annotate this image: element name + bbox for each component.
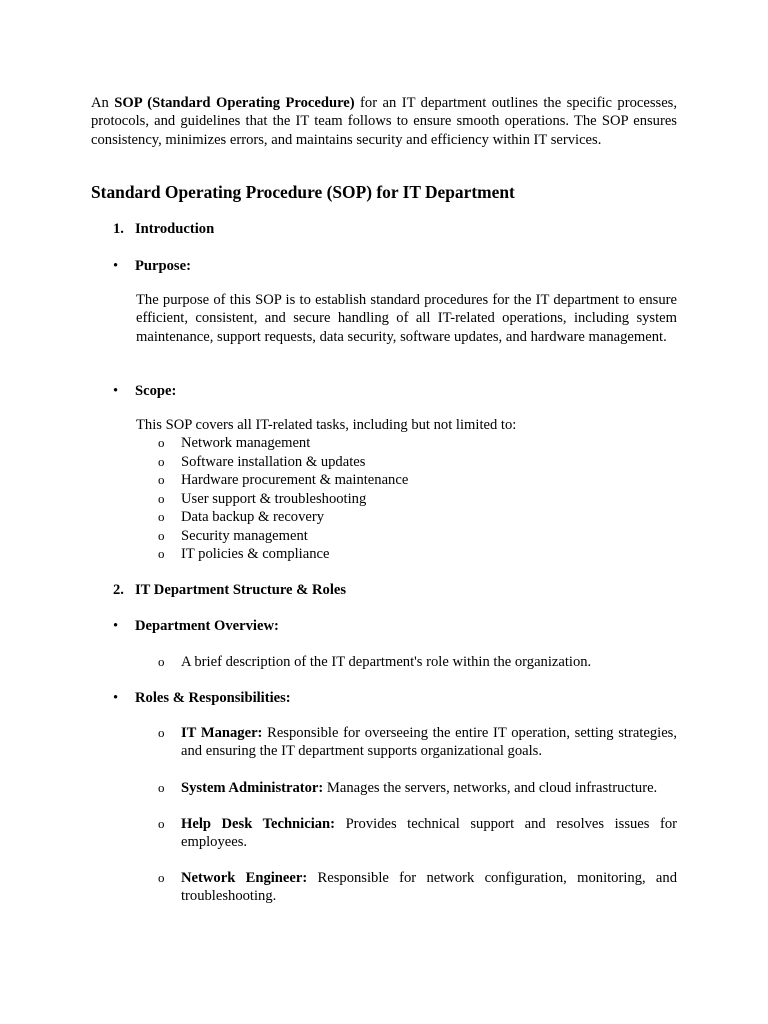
purpose-label: Purpose: xyxy=(135,258,191,274)
role-item-help-desk-technician xyxy=(158,815,677,852)
bullet-dot: • xyxy=(113,383,119,399)
intro-bold-term: SOP (Standard Operating Procedure) xyxy=(114,95,355,111)
sub-bullet: o xyxy=(158,509,165,524)
bullet-dot: • xyxy=(113,258,119,274)
scope-item-text: Software installation & updates xyxy=(181,453,366,470)
role-title: System Administrator: xyxy=(181,780,324,796)
sub-bullet: o xyxy=(158,435,165,450)
role-item-it-manager xyxy=(158,724,677,761)
scope-list-item xyxy=(158,490,677,508)
overview-list-item xyxy=(158,653,677,671)
overview-item-text: A brief description of the IT department's role within the organization. xyxy=(181,654,592,670)
sub-bullet: o xyxy=(158,816,165,831)
scope-item-text: Hardware procurement & maintenance xyxy=(181,472,409,488)
role-title: IT Manager: xyxy=(181,725,263,741)
section-number: 2. xyxy=(113,582,124,598)
bullet-scope xyxy=(113,382,176,400)
role-item-network-engineer xyxy=(158,869,677,906)
section-heading-2 xyxy=(113,581,346,599)
bullet-department-overview xyxy=(113,617,279,635)
scope-list-item xyxy=(158,453,677,471)
section-label: Introduction xyxy=(135,221,215,237)
sub-bullet: o xyxy=(158,527,165,543)
role-description: Responsible for network configuration, monitoring, and troubleshooting. xyxy=(181,870,677,905)
section-heading-1 xyxy=(113,220,214,238)
document-title: Standard Operating Procedure (SOP) for IT Department xyxy=(91,182,515,202)
overview-label: Department Overview: xyxy=(135,618,279,634)
scope-item-text: Data backup & recovery xyxy=(181,509,325,525)
bullet-dot: • xyxy=(113,690,119,706)
role-description: Responsible for overseeing the entire IT operation, setting strategies, and ensuring the IT department supports organizational goals. xyxy=(181,725,677,760)
sub-bullet: o xyxy=(158,654,165,669)
intro-paragraph xyxy=(91,94,677,149)
scope-list-item xyxy=(158,527,677,545)
role-description: Manages the servers, networks, and cloud infrastructure. xyxy=(323,780,658,796)
role-item-system-administrator xyxy=(158,779,677,797)
scope-item-text: Security management xyxy=(181,527,308,544)
sub-bullet: o xyxy=(158,780,165,795)
role-title: Help Desk Technician: xyxy=(181,816,336,832)
scope-list-item xyxy=(158,434,677,452)
sub-bullet: o xyxy=(158,472,165,487)
sub-bullet: o xyxy=(158,546,165,561)
scope-item-text: Network management xyxy=(181,435,311,451)
scope-list-item xyxy=(158,471,677,489)
scope-item-text: User support & troubleshooting xyxy=(181,490,367,507)
section-number: 1. xyxy=(113,221,124,237)
bullet-dot: • xyxy=(113,618,119,634)
section-label: IT Department Structure & Roles xyxy=(135,582,347,598)
scope-paragraph: This SOP covers all IT-related tasks, including but not limited to: xyxy=(136,417,517,433)
scope-item-text: IT policies & compliance xyxy=(181,546,330,562)
intro-text: for an IT department outlines the specific processes, protocols, and guidelines that the IT team follows to ensure smooth operations. The SOP ensures consistency, minimizes errors, and maintains security and efficiency within IT services. xyxy=(91,95,677,148)
sub-bullet: o xyxy=(158,870,165,885)
bullet-purpose xyxy=(113,257,191,275)
scope-label: Scope: xyxy=(135,383,177,399)
bullet-roles-responsibilities xyxy=(113,689,291,707)
sub-bullet: o xyxy=(158,725,165,740)
scope-list-item xyxy=(158,545,677,563)
intro-prefix: An xyxy=(91,95,115,111)
scope-list-item xyxy=(158,508,677,526)
role-description: Provides technical support and resolves issues for employees. xyxy=(181,816,678,851)
sub-bullet: o xyxy=(158,453,165,469)
purpose-paragraph: The purpose of this SOP is to establish standard procedures for the IT department to ensure efficient, consistent, and secure handling of all IT-related operations, including system maintenance, support requests, data security, software updates, and hardware management. xyxy=(136,292,677,345)
sub-bullet: o xyxy=(158,490,165,506)
role-title: Network Engineer: xyxy=(181,870,308,886)
roles-label: Roles & Responsibilities: xyxy=(135,690,291,706)
